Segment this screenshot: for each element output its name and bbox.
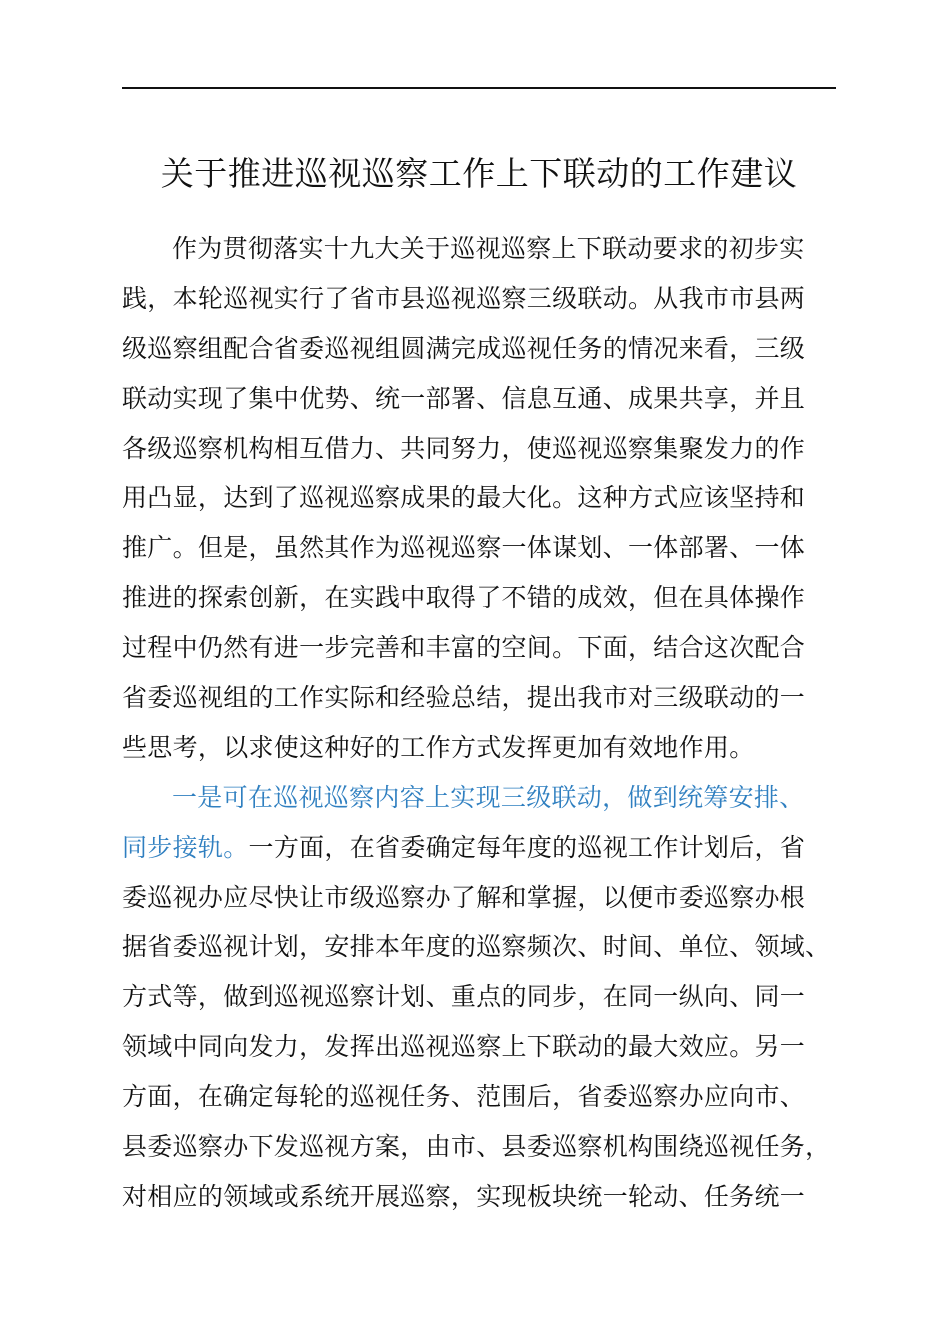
text-line: 省委巡视组的工作实际和经验总结，提出我市对三级联动的一: [122, 683, 806, 713]
section-heading-end: 同步接轨。: [122, 832, 249, 862]
text-line: [122, 823, 838, 873]
text-line: 些思考，以求使这种好的工作方式发挥更加有效地作用。: [122, 732, 755, 762]
text-line: 领域中同向发力，发挥出巡视巡察上下联动的最大效应。另一: [122, 1032, 806, 1062]
text-line: 委巡视办应尽快让市级巡察办了解和掌握，以便市委巡察办根: [122, 882, 806, 912]
paragraph-intro: [122, 224, 838, 773]
text-line: 方式等，做到巡视巡察计划、重点的同步，在同一纵向、同一: [122, 982, 806, 1012]
paragraph-point-one: [122, 773, 838, 1222]
text-line: 用凸显，达到了巡视巡察成果的最大化。这种方式应该坚持和: [122, 483, 806, 513]
text-line: 践，本轮巡视实行了省市县巡视巡察三级联动。从我市市县两: [122, 283, 806, 313]
text-line: 县委巡察办下发巡视方案，由市、县委巡察机构围绕巡视任务，: [122, 1132, 831, 1162]
header-rule: [122, 87, 836, 89]
document-title: 关于推进巡视巡察工作上下联动的工作建议: [160, 154, 798, 193]
text-segment: 一方面，在省委确定每年度的巡视工作计划后，省: [248, 832, 806, 862]
text-line: 作为贯彻落实十九大关于巡视巡察上下联动要求的初步实: [172, 234, 805, 263]
text-line: 对相应的领域或系统开展巡察，实现板块统一轮动、任务统一: [122, 1181, 806, 1211]
text-line: 级巡察组配合省委巡视组圆满完成巡视任务的情况来看，三级: [122, 333, 806, 363]
text-line: 联动实现了集中优势、统一部署、信息互通、成果共享，并且: [122, 383, 806, 413]
text-line: 过程中仍然有进一步完善和丰富的空间。下面，结合这次配合: [122, 633, 806, 663]
section-heading: 一是可在巡视巡察内容上实现三级联动，做到统筹安排、: [172, 782, 805, 812]
text-line: 推广。但是，虽然其作为巡视巡察一体谋划、一体部署、一体: [122, 533, 806, 563]
text-line: 据省委巡视计划，安排本年度的巡察频次、时间、单位、领域、: [122, 932, 831, 962]
text-line: 推进的探索创新，在实践中取得了不错的成效，但在具体操作: [122, 583, 806, 613]
text-line: 各级巡察机构相互借力、共同努力，使巡视巡察集聚发力的作: [122, 433, 806, 463]
document-body: [122, 224, 838, 1222]
text-line: 方面，在确定每轮的巡视任务、范围后，省委巡察办应向市、: [122, 1082, 806, 1112]
